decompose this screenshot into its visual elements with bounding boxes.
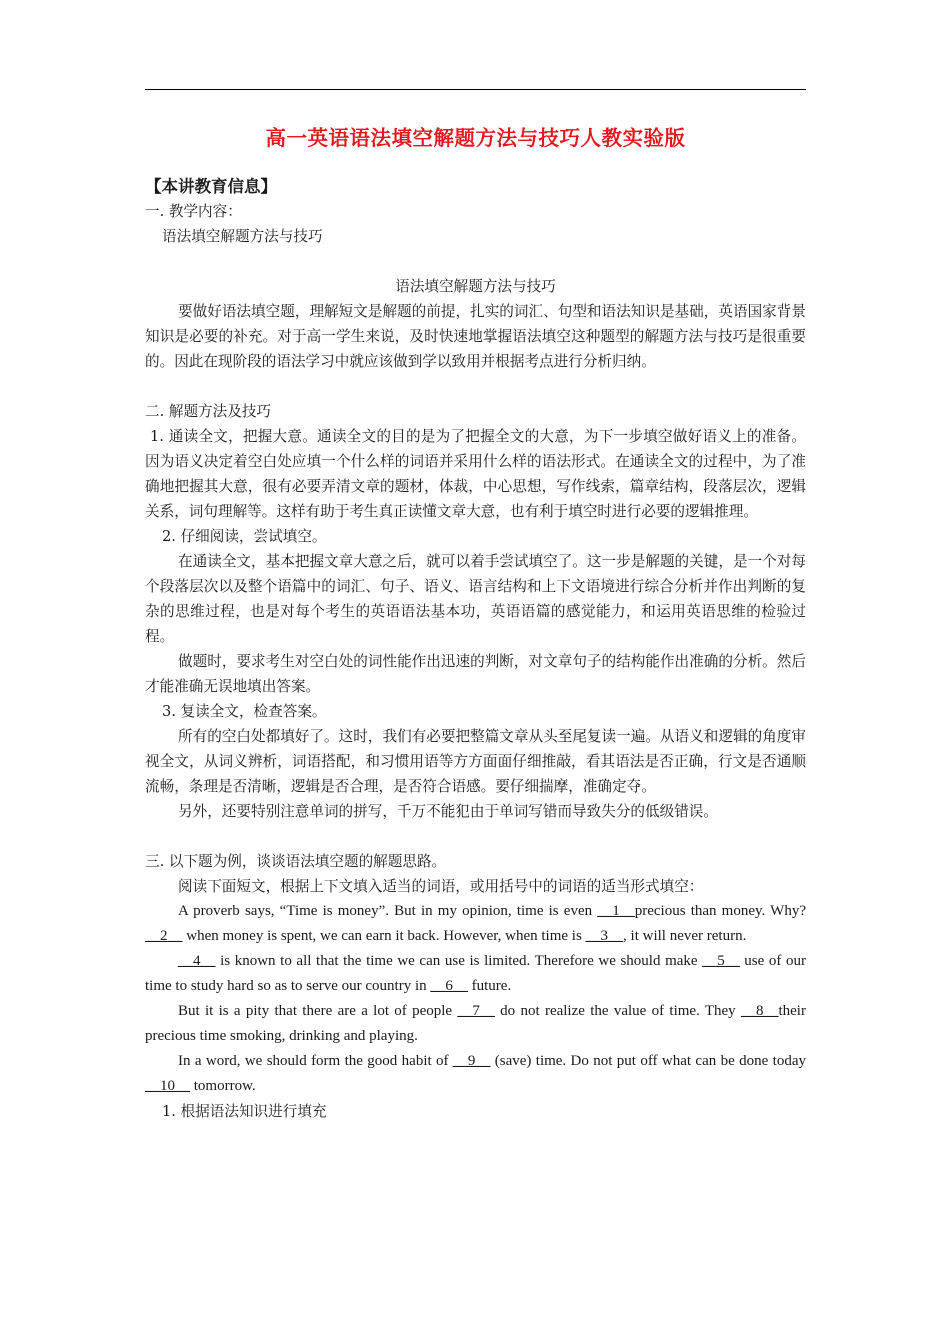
part2-step2-p1: 在通读全文，基本把握文章大意之后，就可以着手尝试填空了。这一步是解题的关键，是一个对每个段落层次以及整个语篇中的词汇、句子、语义、语言结构和上下文语境进行综合分析并作出判断的复杂的思维过程，也是对每个考生的英语语法基本功，英语语篇的感觉能力，和运用英语思维的检验过程。 [145, 553, 806, 645]
part3-step1: 1. 根据语法知识进行填充 [162, 1103, 327, 1120]
blank-9: __9__ [452, 1053, 491, 1069]
passage-text: (save) time. Do not put off what can be done today [490, 1053, 806, 1069]
passage-paragraph-2 [145, 949, 806, 999]
passage-paragraph-1 [145, 899, 806, 949]
blank-1: __1__ [597, 903, 635, 919]
part2-label: 二. 解题方法及技巧 [145, 403, 272, 420]
part1-intro: 要做好语法填空题，理解短文是解题的前提，扎实的词汇、句型和语法知识是基础，英语国家背景知识是必要的补充。对于高一学生来说，及时快速地掌握语法填空这种题型的解题方法与技巧是很重要的。因此在现阶段的语法学习中就应该做到学以致用并根据考点进行分析归纳。 [145, 303, 806, 370]
part2-step2-p2: 做题时，要求考生对空白处的词性能作出迅速的判断，对文章句子的结构能作出准确的分析。然后才能准确无误地填出答案。 [145, 653, 806, 695]
part2-step1: 1. 通读全文，把握大意。通读全文的目的是为了把握全文的大意，为下一步填空做好语义上的准备。因为语义决定着空白处应填一个什么样的词语并采用什么样的语法形式。在通读全文的过程中，为了准确地把握其大意，很有必要弄清文章的题材，体裁，中心思想，写作线索，篇章结构，段落层次，逻辑关系，词句理解等。这样有助于考生真正读懂文章大意，也有利于填空时进行必要的逻辑推理。 [145, 428, 806, 520]
part2-step2-title: 2. 仔细阅读，尝试填空。 [162, 528, 327, 545]
passage-text: But it is a pity that there are a lot of people [178, 1003, 458, 1019]
passage-text: their precious time smoking, drinking and playing. [145, 1003, 806, 1044]
passage-text: future. [467, 978, 512, 994]
passage-text: when money is spent, we can earn it back. However, when time is [182, 928, 586, 944]
part2-step3-p2: 另外，还要特别注意单词的拼写，千万不能犯由于单词写错而导致失分的低级错误。 [178, 803, 718, 820]
passage-text: , it will never return. [623, 928, 747, 944]
blank-4: __4__ [178, 953, 216, 969]
part2-step3-title: 3. 复读全文，检查答案。 [162, 703, 327, 720]
passage-text: tomorrow. [190, 1078, 256, 1094]
passage-text: A proverb says, “Time is money”. But in my opinion, time is even [178, 903, 598, 919]
part1-label: 一. 教学内容： [145, 203, 242, 220]
passage-text: do not realize the value of time. They [494, 1003, 741, 1019]
blank-2: __2__ [145, 928, 183, 944]
section-header: 【本讲教育信息】 [145, 177, 277, 196]
blank-3: __3__ [585, 928, 624, 944]
part1-content: 语法填空解题方法与技巧 [162, 228, 323, 245]
blank-6: __6__ [430, 978, 468, 994]
part1-subtitle: 语法填空解题方法与技巧 [395, 278, 556, 295]
passage-text: precious than money. Why? [634, 903, 806, 919]
part2-step3-p1: 所有的空白处都填好了。这时，我们有必要把整篇文章从头至尾复读一遍。从语义和逻辑的角度审视全文，从词义辨析，词语搭配，和习惯用语等方方面面仔细推敲，看其语法是否正确，行文是否通顺流畅，条理是否清晰，逻辑是否合理，是否符合语感。要仔细揣摩，准确定夺。 [145, 728, 806, 795]
passage-text: use of our time to study hard so as to serve our country in [145, 953, 806, 994]
passage-paragraph-4 [145, 1049, 806, 1099]
header-rule [145, 89, 806, 90]
part3-label: 三. 以下题为例，谈谈语法填空题的解题思路。 [145, 853, 447, 870]
blank-7: __7__ [457, 1003, 495, 1019]
document-title: 高一英语语法填空解题方法与技巧人教实验版 [265, 126, 686, 150]
blank-10: __10__ [145, 1078, 190, 1094]
passage-paragraph-3 [145, 999, 806, 1049]
part3-instruction: 阅读下面短文，根据上下文填入适当的词语，或用括号中的词语的适当形式填空： [178, 878, 704, 895]
blank-5: __5__ [702, 953, 740, 969]
passage-text: is known to all that the time we can use is limited. Therefore we should make [215, 953, 703, 969]
passage-text: In a word, we should form the good habit of [178, 1053, 453, 1069]
blank-8: __8__ [740, 1003, 779, 1019]
document-body [145, 118, 806, 1124]
